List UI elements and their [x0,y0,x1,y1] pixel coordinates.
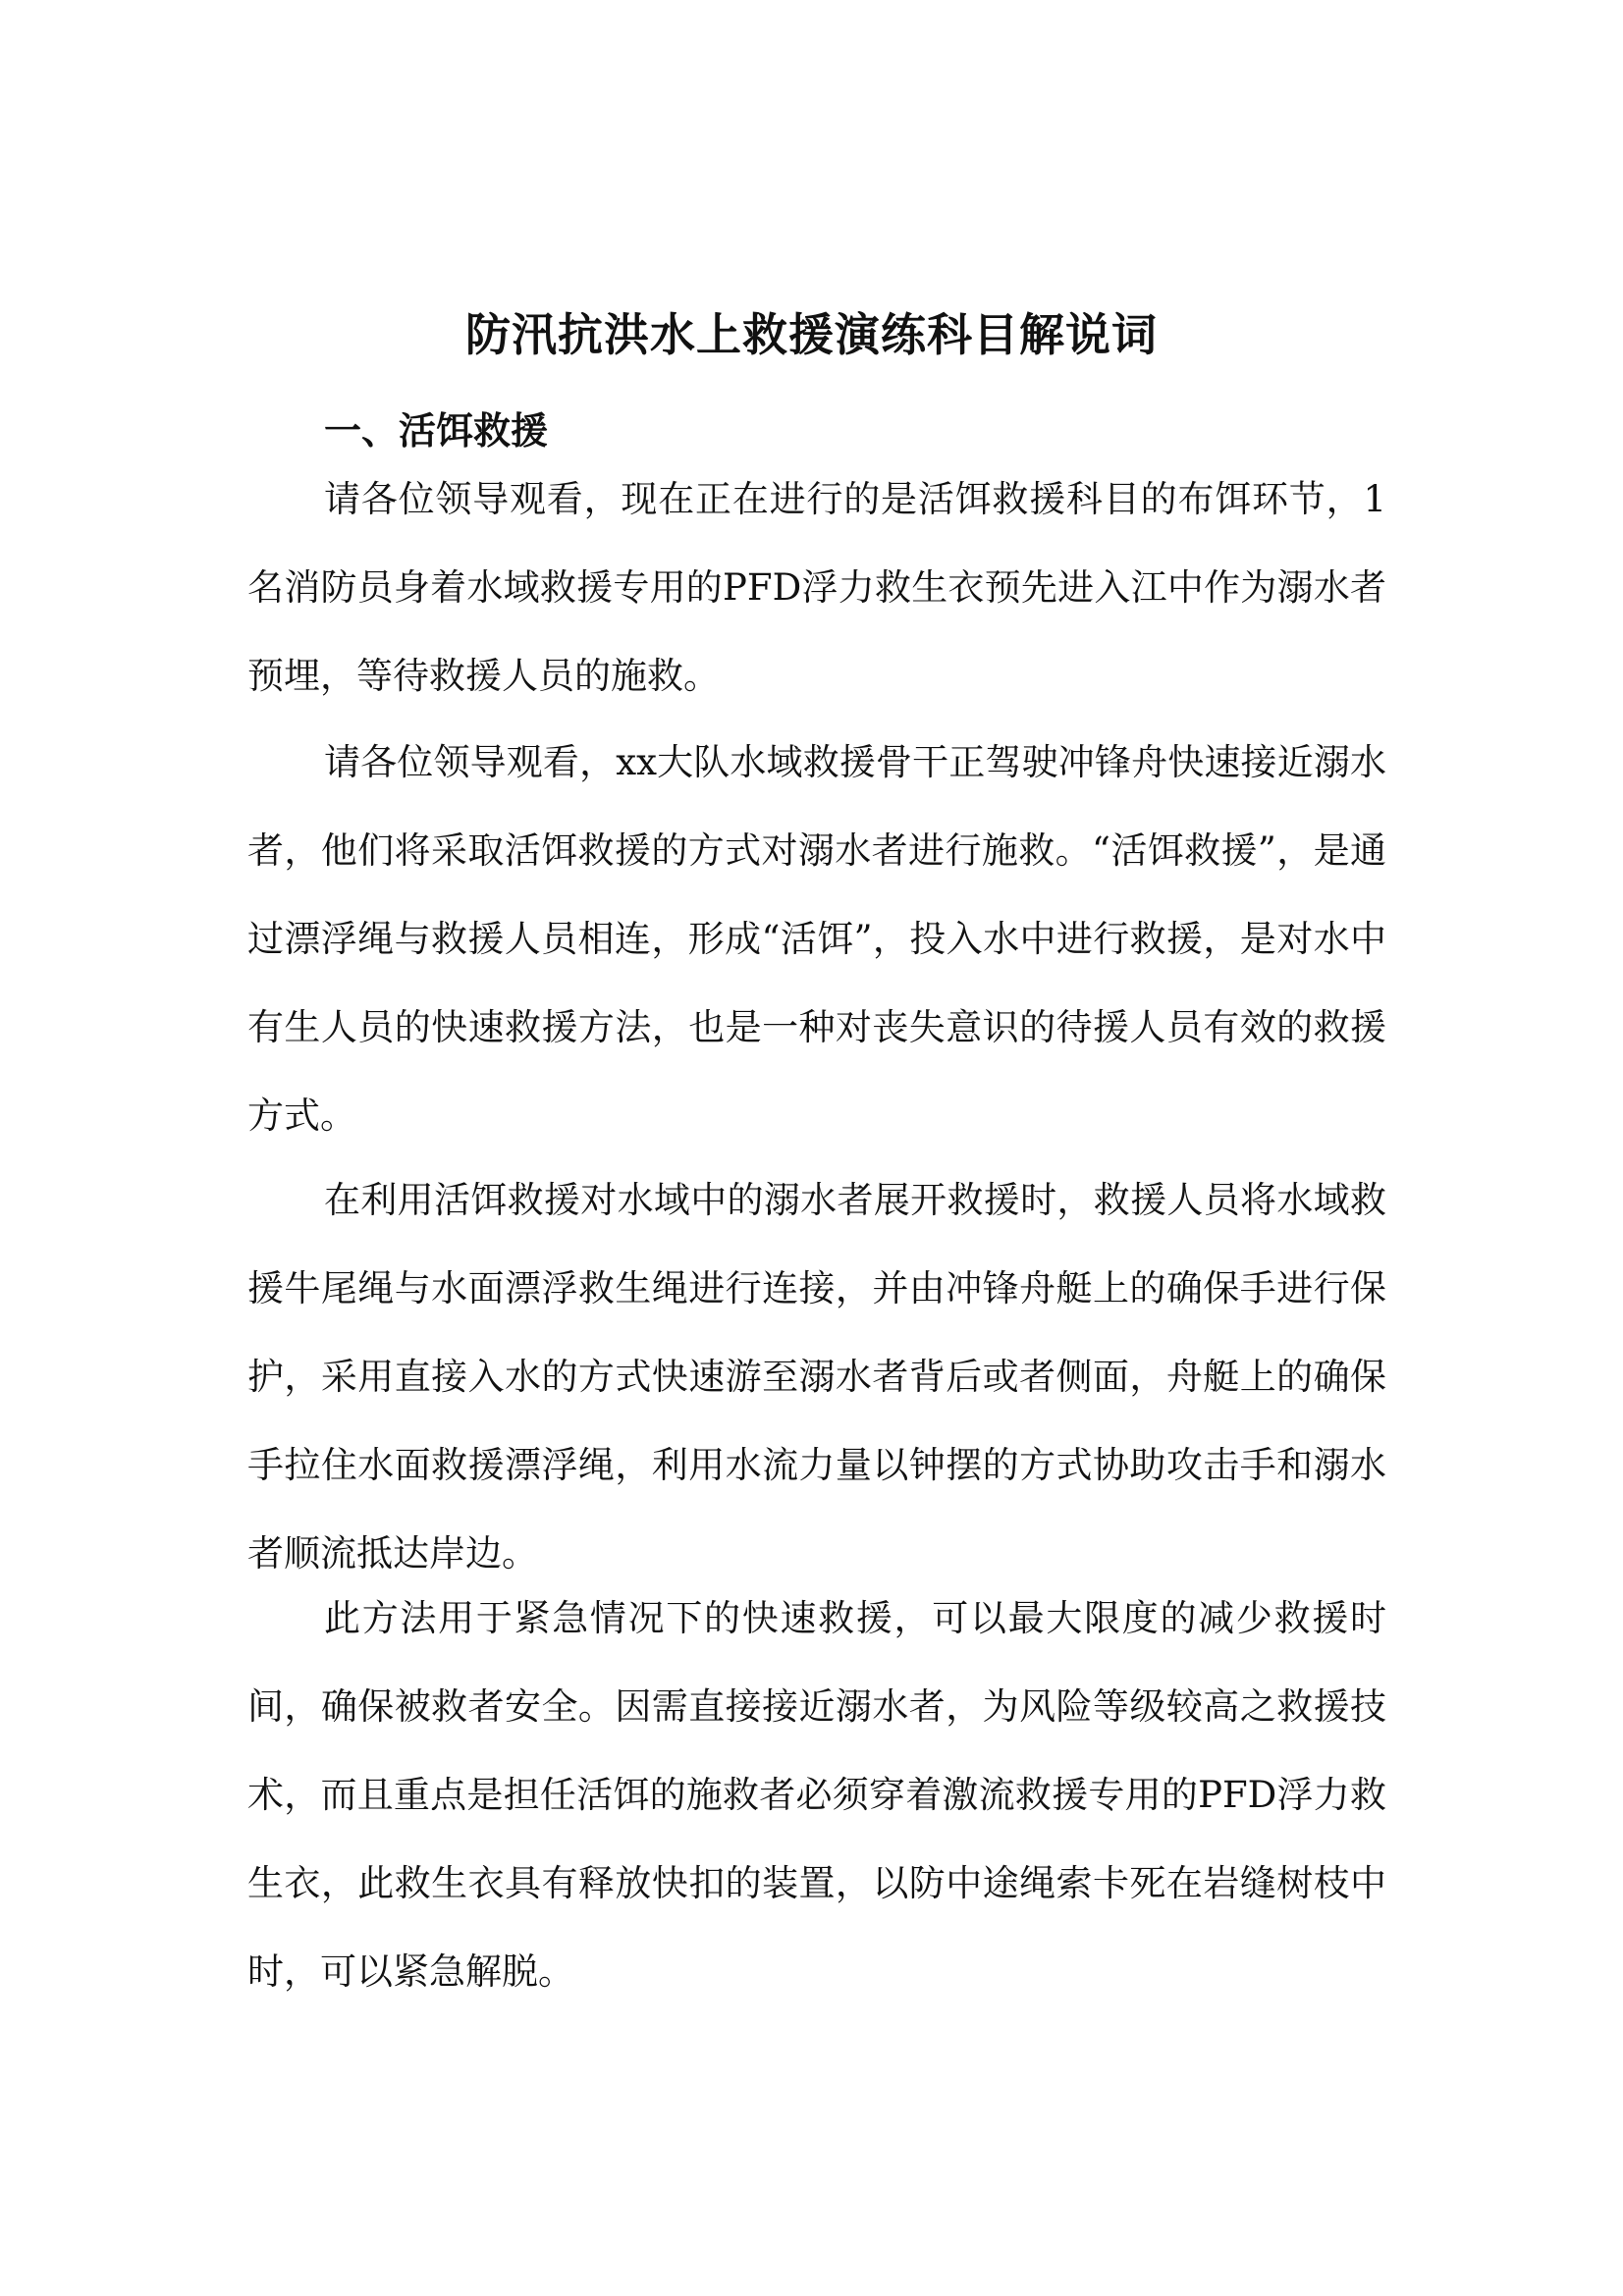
paragraph-bait-setup: 请各位领导观看，现在正在进行的是活饵救援科目的布饵环节，1名消防员身着水域救援专用的PFD浮力救生衣预先进入江中作为溺水者预埋，等待救援人员的施救。 [247,478,1386,697]
paragraph-procedure: 在利用活饵救援对水域中的溺水者展开救援时，救援人员将水域救援牛尾绳与水面漂浮救生绳进行连接，并由冲锋舟艇上的确保手进行保护，采用直接入水的方式快速游至溺水者背后或者侧面，舟艇上的确保手拉住水面救援漂浮绳，利用水流力量以钟摆的方式协助攻击手和溺水者顺流抵达岸边。 [247,1179,1386,1575]
paragraph-approach: 请各位领导观看，xx大队水域救援骨干正驾驶冲锋舟快速接近溺水者，他们将采取活饵救援的方式对溺水者进行施救。“活饵救援”，是通过漂浮绳与救援人员相连，形成“活饵”，投入水中进行救援，是对水中有生人员的快速救援方法，也是一种对丧失意识的待援人员有效的救援方式。 [247,741,1386,1137]
section-heading: 一、活饵救援 [324,409,549,453]
page-title: 防汛抗洪水上救援演练科目解说词 [465,307,1158,361]
paragraph-notes: 此方法用于紧急情况下的快速救援，可以最大限度的减少救援时间，确保被救者安全。因需直接接近溺水者，为风险等级较高之救援技术，而且重点是担任活饵的施救者必须穿着激流救援专用的PFD浮力救生衣，此救生衣具有释放快扣的装置，以防中途绳索卡死在岩缝树枝中时，可以紧急解脱。 [247,1597,1386,1993]
